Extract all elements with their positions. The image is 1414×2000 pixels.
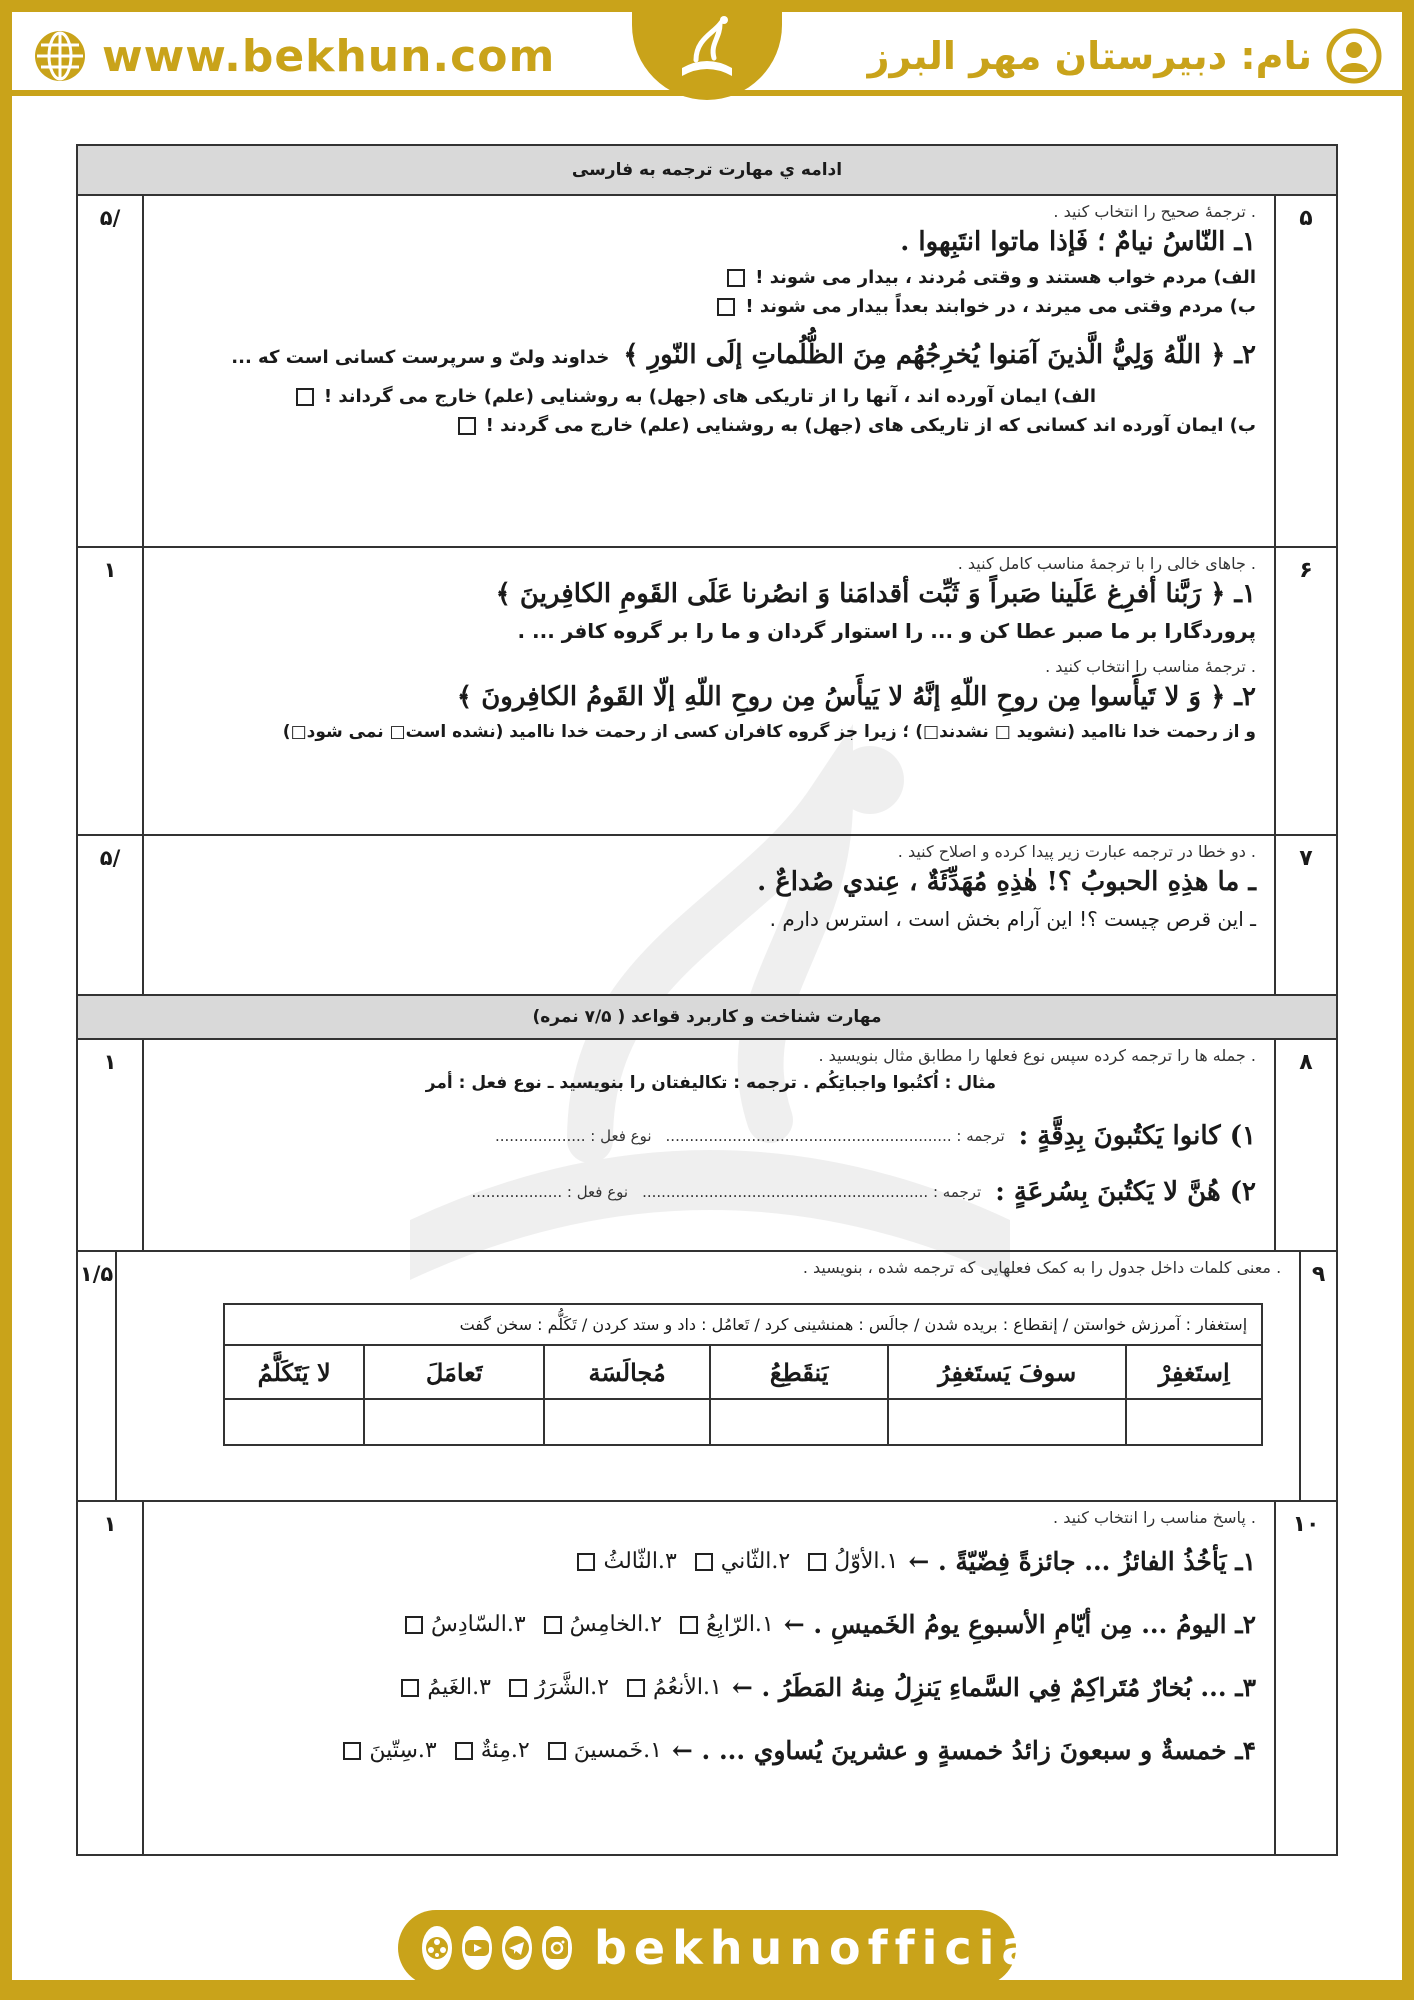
checkbox[interactable] bbox=[808, 1553, 826, 1571]
question-body bbox=[142, 548, 1274, 834]
word-cell: مُجالَسَة bbox=[543, 1346, 709, 1398]
mcq-option[interactable] bbox=[619, 1675, 722, 1700]
checkbox[interactable] bbox=[680, 1616, 698, 1634]
answer-cell[interactable] bbox=[1125, 1400, 1261, 1444]
question-score: ۱ bbox=[103, 1512, 117, 1536]
answers-row bbox=[225, 1400, 1261, 1444]
question-number: ۱۰ bbox=[1274, 1502, 1336, 1854]
checkbox[interactable] bbox=[727, 269, 745, 287]
question-6 bbox=[78, 548, 1336, 836]
exam-table bbox=[76, 144, 1338, 1856]
question-score: /۵ bbox=[99, 206, 121, 230]
name-label: نام: دبیرستان مهر البرز bbox=[867, 34, 1312, 78]
answer-cell[interactable] bbox=[363, 1400, 543, 1444]
option-text: ب) ایمان آورده اند کسانی که از تاریکی های (جهل) به روشنایی (علم) خارج می گردند ! bbox=[485, 415, 1256, 436]
answer-cell[interactable] bbox=[887, 1400, 1125, 1444]
option-text: ۲.الشَّرَرُ bbox=[534, 1675, 609, 1700]
translation-blank[interactable]: ترجمه : ............................................................ bbox=[665, 1127, 1005, 1145]
instruction: . ترجمهٔ مناسب را انتخاب کنید . bbox=[1045, 657, 1256, 676]
mcq-stem: ۲ـ الیومُ ... مِن أیّامِ الأسبوعِ یومُ الخَمیسِ . ← bbox=[783, 1610, 1256, 1639]
mcq-option[interactable] bbox=[397, 1612, 526, 1637]
option-text: ۱.الأنعُمُ bbox=[652, 1675, 722, 1700]
option-a[interactable] bbox=[162, 267, 1256, 288]
translation-blank[interactable]: ترجمه : ............................................................ bbox=[642, 1183, 982, 1201]
question-number: ۵ bbox=[1274, 196, 1336, 546]
verb-type-blank[interactable]: نوع فعل : ................... bbox=[471, 1183, 629, 1201]
answer-cell[interactable] bbox=[709, 1400, 887, 1444]
option-a[interactable] bbox=[162, 386, 1096, 407]
question-body bbox=[142, 836, 1274, 994]
checkbox[interactable] bbox=[343, 1742, 361, 1760]
mcq-option[interactable] bbox=[672, 1612, 774, 1637]
checkbox[interactable] bbox=[509, 1679, 527, 1697]
question-body bbox=[115, 1252, 1299, 1500]
option-text: ۲.الثّاني bbox=[720, 1549, 791, 1574]
arabic-verse: ۲ـ ﴿ وَ لا تَیأَسوا مِن روحِ اللّهِ إنَّهُ لا یَیأَسُ مِن روحِ اللّهِ إلّا القَومُ الکافِرونَ ﴾ bbox=[456, 682, 1256, 712]
mcq-item bbox=[162, 1736, 1256, 1765]
checkbox[interactable] bbox=[577, 1553, 595, 1571]
mcq-stem: ۴ـ خمسةٌ و سبعونَ زائدُ خمسةٍ و عشرینَ یُساوي ... . ← bbox=[671, 1736, 1256, 1765]
checkbox[interactable] bbox=[544, 1616, 562, 1634]
question-8 bbox=[78, 1040, 1336, 1252]
option-text: الف) مردم خواب هستند و وقتی مُردند ، بیدار می شوند ! bbox=[755, 267, 1256, 288]
mcq-stem: ۱ـ یَأخُذُ الفائزُ ... جائزةً فِضّیّةً . ← bbox=[908, 1547, 1256, 1576]
question-number: ۷ bbox=[1274, 836, 1336, 994]
website-text: www.bekhun.com bbox=[102, 30, 556, 82]
mcq-option[interactable] bbox=[569, 1549, 676, 1574]
arabic-verse bbox=[162, 339, 1256, 376]
word-cell: یَنقَطِعُ bbox=[709, 1346, 887, 1398]
aparat-icon[interactable] bbox=[422, 1926, 452, 1970]
instruction: . جمله ها را ترجمه کرده سپس نوع فعلها را مطابق مثال بنویسید . bbox=[818, 1046, 1256, 1065]
arabic-sentence: ۱ـ النّاسُ نیامٌ ؛ فَإذا ماتوا انتَبِهوا . bbox=[900, 227, 1256, 257]
mcq-item bbox=[162, 1610, 1256, 1639]
sentence-1 bbox=[162, 1121, 1256, 1151]
verse-translation-start: خداوند ولیّ و سرپرست کسانی است که ... bbox=[231, 347, 610, 368]
arabic-sentence: ۲) هُنَّ لا یَکتُبنَ بِسُرعَةٍ : bbox=[995, 1177, 1256, 1207]
mcq-item bbox=[162, 1673, 1256, 1702]
section-header-grammar: مهارت شناخت و کاربرد قواعد ( ۷/۵ نمره) bbox=[78, 996, 1336, 1040]
hint-row: إستغفار : آمرزش خواستن / إنقطاع : بریده شدن / جالَس : همنشینی کرد / تَعامُل : داد و ستد کردن / تَكَلُّم : سخن گفت bbox=[225, 1305, 1261, 1346]
checkbox[interactable] bbox=[405, 1616, 423, 1634]
option-b[interactable] bbox=[162, 415, 1256, 436]
option-text: ۱.الأوّلُ bbox=[834, 1549, 899, 1574]
checkbox[interactable] bbox=[296, 388, 314, 406]
vocabulary-table bbox=[223, 1303, 1263, 1446]
checkbox[interactable] bbox=[455, 1742, 473, 1760]
question-number: ۶ bbox=[1274, 548, 1336, 834]
mcq-stem: ۳ـ ... بُخارٌ مُتَراکِمٌ فِي السَّماءِ یَنزِلُ مِنهُ المَطَرُ . ← bbox=[731, 1673, 1256, 1702]
option-text: ب) مردم وقتی می میرند ، در خوابند بعداً بیدار می شوند ! bbox=[745, 296, 1256, 317]
social-footer bbox=[398, 1910, 1063, 1986]
verb-type-blank[interactable]: نوع فعل : ................... bbox=[494, 1127, 652, 1145]
option-text: ۱.الرّابِعُ bbox=[706, 1612, 774, 1637]
mcq-option[interactable] bbox=[540, 1738, 662, 1763]
arabic-sentence: ـ ما هذِهِ الحبوبُ ؟! هٰذِهِ مُهَدِّئَةٌ ، عِندي صُداعٌ . bbox=[757, 867, 1256, 897]
arabic-verse: ۱ـ ﴿ رَبَّنا أفرِغ عَلَینا صَبراً وَ ثَبِّت أقدامَنا وَ انصُرنا عَلَی القَومِ الکافِرینَ ﴾ bbox=[495, 579, 1256, 609]
option-text: ۳.سِتّینَ bbox=[369, 1738, 437, 1763]
verse-text: ۲ـ ﴿ اللّهُ وَلِيُّ الَّذینَ آمَنوا یُخرِجُهُم مِنَ الظُّلُماتِ إلَی النّورِ ﴾ bbox=[623, 340, 1256, 370]
translation-with-errors: ـ این قرص چیست ؟! این آرام بخش است ، استرس دارم . bbox=[769, 907, 1256, 931]
translation-choice[interactable]: و از رحمت خدا ناامید (نشوید □ نشدند□) ؛ زیرا جز گروه کافران کسی از رحمت خدا ناامید (نشده است□ نمی شود□) bbox=[282, 722, 1256, 742]
word-cell: سوفَ یَستَغفِرُ bbox=[887, 1346, 1125, 1398]
option-text: ۳.الغَیمُ bbox=[427, 1675, 491, 1700]
checkbox[interactable] bbox=[458, 417, 476, 435]
option-text: ۲.الخامِسُ bbox=[569, 1612, 663, 1637]
question-number: ۸ bbox=[1274, 1040, 1336, 1250]
question-10 bbox=[78, 1502, 1336, 1854]
question-score: /۵ bbox=[99, 846, 121, 870]
option-text: الف) ایمان آورده اند ، آنها را از تاریکی های (جهل) به روشنایی (علم) خارج می گرداند ! bbox=[323, 386, 1096, 407]
question-7 bbox=[78, 836, 1336, 996]
question-body bbox=[142, 1040, 1274, 1250]
mcq-option[interactable] bbox=[536, 1612, 662, 1637]
example: مثال : اُكتُبوا واجباتِكُم . ترجمه : تکالیفتان را بنویسید ـ نوع فعل : أمر bbox=[425, 1073, 996, 1093]
mcq-option[interactable] bbox=[393, 1675, 491, 1700]
option-text: ۲.مِئةٌ bbox=[480, 1738, 530, 1763]
instruction: . معنی کلمات داخل جدول را به کمک فعلهایی که ترجمه شده ، بنویسید . bbox=[802, 1258, 1282, 1277]
instruction: . جاهای خالی را با ترجمهٔ مناسب کامل کنید . bbox=[957, 554, 1256, 573]
option-text: ۱.خَمسینَ bbox=[573, 1738, 662, 1763]
social-handle[interactable]: bekhunofficial bbox=[594, 1921, 1063, 1975]
checkbox[interactable] bbox=[695, 1553, 713, 1571]
mcq-item bbox=[162, 1547, 1256, 1576]
question-score: ۱ bbox=[103, 558, 117, 582]
question-9 bbox=[78, 1252, 1336, 1502]
mcq-option[interactable] bbox=[800, 1549, 898, 1574]
checkbox[interactable] bbox=[401, 1679, 419, 1697]
checkbox[interactable] bbox=[717, 298, 735, 316]
instruction: . دو خطا در ترجمه عبارت زیر پیدا کرده و اصلاح کنید . bbox=[897, 842, 1256, 861]
word-cell: اِستَغفِرْ bbox=[1125, 1346, 1261, 1398]
question-body bbox=[142, 1502, 1274, 1854]
sentence-2 bbox=[162, 1177, 1256, 1207]
option-text: ۳.الثّالثُ bbox=[603, 1549, 677, 1574]
question-score: ۱ bbox=[103, 1050, 117, 1074]
instagram-icon[interactable] bbox=[542, 1926, 572, 1970]
bottom-border bbox=[0, 1980, 1414, 2000]
checkbox[interactable] bbox=[548, 1742, 566, 1760]
words-row bbox=[225, 1346, 1261, 1400]
mcq-option[interactable] bbox=[501, 1675, 609, 1700]
answer-cell[interactable] bbox=[543, 1400, 709, 1444]
mcq-option[interactable] bbox=[335, 1738, 436, 1763]
checkbox[interactable] bbox=[627, 1679, 645, 1697]
mcq-option[interactable] bbox=[447, 1738, 530, 1763]
question-score: ۱/۵ bbox=[79, 1262, 114, 1286]
youtube-icon[interactable] bbox=[462, 1926, 492, 1970]
instruction: . ترجمهٔ صحیح را انتخاب کنید . bbox=[1053, 202, 1256, 221]
mcq-option[interactable] bbox=[687, 1549, 790, 1574]
question-number: ۹ bbox=[1299, 1252, 1336, 1500]
arabic-sentence: ۱) کانوا یَکتُبونَ بِدِقَّةٍ : bbox=[1018, 1121, 1256, 1151]
option-b[interactable] bbox=[162, 296, 1256, 317]
question-body bbox=[142, 196, 1274, 546]
option-text: ۳.السّادِسُ bbox=[431, 1612, 526, 1637]
word-cell: لا یَتَکَلَّمُ bbox=[257, 1357, 331, 1387]
answer-cell[interactable] bbox=[225, 1400, 363, 1444]
section-header-translation: ادامه ي مهارت ترجمه به فارسی bbox=[78, 146, 1336, 196]
word-cell: تَعامَلَ bbox=[363, 1346, 543, 1398]
telegram-icon[interactable] bbox=[502, 1926, 532, 1970]
question-5 bbox=[78, 196, 1336, 548]
instruction: . پاسخ مناسب را انتخاب کنید . bbox=[1053, 1508, 1256, 1527]
translation-blank: پروردگارا بر ما صبر عطا کن و ... را استوار گردان و ما را بر گروه کافر ... . bbox=[517, 619, 1256, 643]
